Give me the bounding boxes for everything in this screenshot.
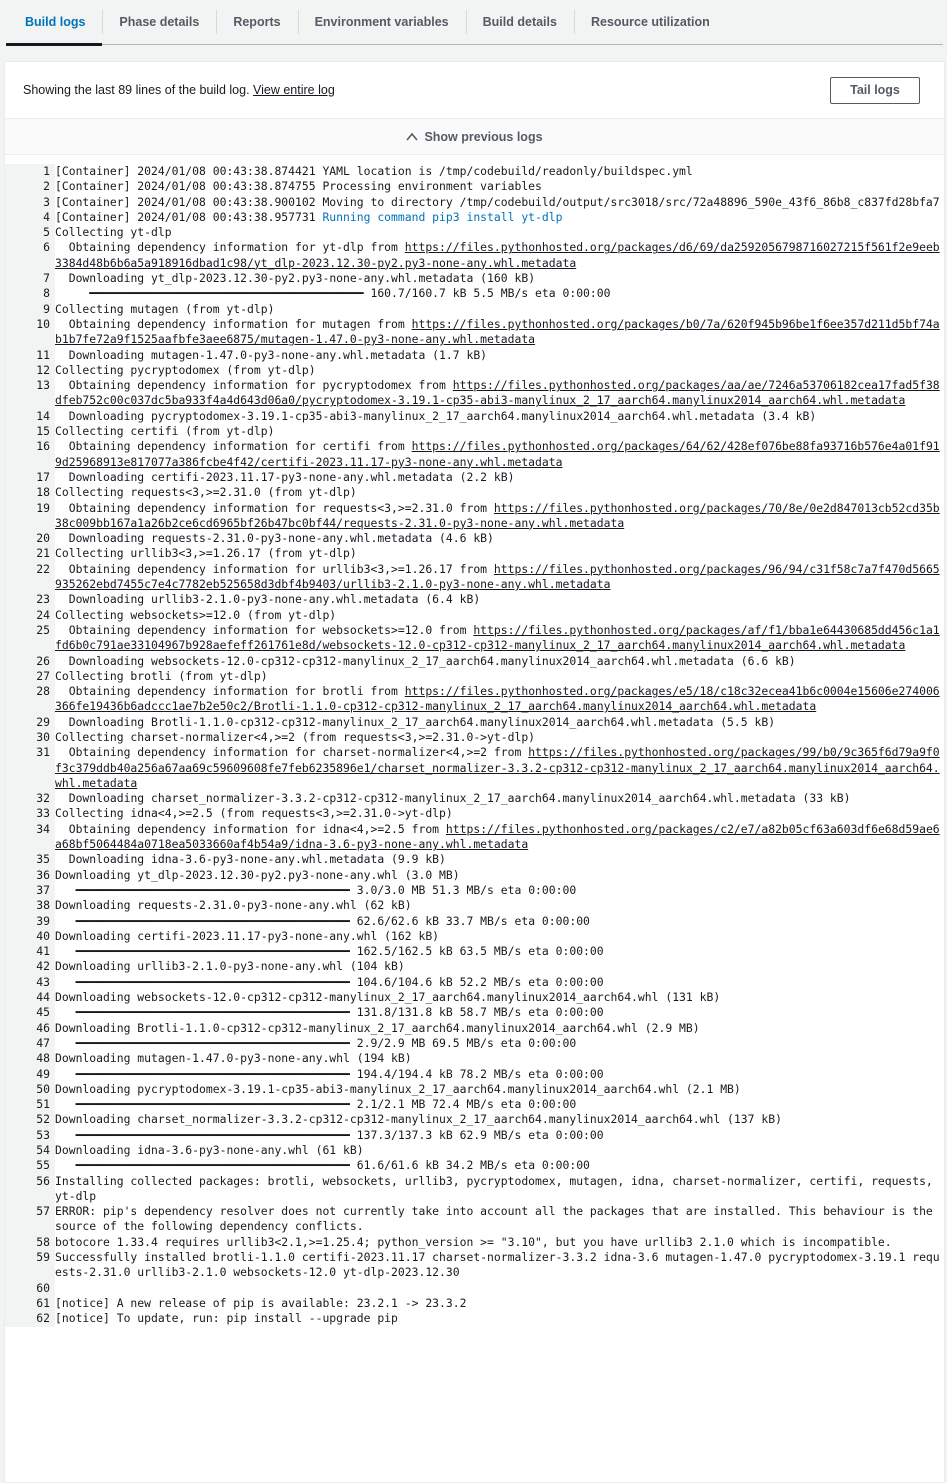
line-number: 56 (5, 1174, 55, 1205)
log-text: Downloading mutagen-1.47.0-py3-none-any.whl (194 kB) (55, 1051, 412, 1066)
log-line (5, 822, 944, 853)
line-text (55, 1250, 944, 1281)
log-text: Downloading Brotli-1.1.0-cp312-cp312-manylinux_2_17_aarch64.manylinux2014_aarch64.whl.metadata (5.5 kB) (55, 714, 776, 729)
log-line (5, 669, 944, 684)
line-number: 48 (5, 1051, 55, 1066)
log-line (5, 546, 944, 561)
package-url-link[interactable]: https://files.pythonhosted.org/packages/e5/18/c18c32ecea41b6c0004e15606e274006366fe19436b6adccc1ae7b2e50c2/Brotli-1.1.0-cp312-cp312-manylinux_2_17_aarch64.manylinux2014_aarch64.whl.metadata (55, 684, 940, 714)
line-number: 36 (5, 868, 55, 883)
log-line (5, 195, 944, 210)
line-text (55, 409, 944, 424)
line-text (55, 562, 944, 593)
log-text: Downloading yt_dlp-2023.12.30-py2.py3-none-any.whl (3.0 MB) (55, 867, 460, 882)
log-info-text: Showing the last 89 lines of the build log. (23, 83, 254, 97)
line-text (55, 546, 944, 561)
line-number: 19 (5, 501, 55, 532)
log-line (5, 409, 944, 424)
line-number: 21 (5, 546, 55, 561)
tab-build-logs[interactable]: Build logs (8, 0, 102, 44)
log-line (5, 592, 944, 607)
line-text (55, 195, 944, 210)
line-number: 61 (5, 1296, 55, 1311)
log-text: [Container] 2024/01/08 00:43:38.874421 YAML location is /tmp/codebuild/readonly/buildspec.yml (55, 164, 693, 178)
log-text: Downloading websockets-12.0-cp312-cp312-manylinux_2_17_aarch64.manylinux2014_aarch64.whl.metadata (6.6 kB) (55, 653, 796, 668)
line-number: 41 (5, 944, 55, 959)
log-text: Downloading requests-2.31.0-py3-none-any.whl (62 kB) (55, 898, 412, 913)
line-number: 5 (5, 225, 55, 240)
log-line (5, 730, 944, 745)
package-url-link[interactable]: https://files.pythonhosted.org/packages/d6/69/da2592056798716027215f561f2e9eeb3384d48b6b6a5a918916dbad1c98/yt_dlp-2023.12.30-py2.py3-none-any.whl.metadata (55, 240, 940, 270)
log-text: ━━━━━━━━━━━━━━━━━━━━━━━━━━━━━━━━━━━━━━━━ 2.9/2.9 MB 69.5 MB/s eta 0:00:00 (55, 1035, 577, 1050)
line-number: 38 (5, 898, 55, 913)
tab-phase-details[interactable]: Phase details (102, 0, 216, 44)
line-text (55, 1158, 944, 1173)
log-text: Collecting mutagen (from yt-dlp) (55, 301, 275, 316)
log-text: ━━━━━━━━━━━━━━━━━━━━━━━━━━━━━━━━━━━━━━━━ 61.6/61.6 kB 34.2 MB/s eta 0:00:00 (55, 1158, 590, 1173)
line-text (55, 1281, 944, 1296)
line-text (55, 1112, 944, 1127)
line-number: 28 (5, 684, 55, 715)
line-number: 11 (5, 348, 55, 363)
log-line (5, 1281, 944, 1296)
build-logs-panel (4, 61, 945, 1483)
log-text: Downloading yt_dlp-2023.12.30-py2.py3-none-any.whl.metadata (160 kB) (55, 271, 536, 286)
log-line (5, 791, 944, 806)
line-number: 45 (5, 1005, 55, 1020)
log-text: [notice] To update, run: pip install --upgrade pip (55, 1311, 398, 1326)
log-text: Obtaining dependency information for urllib3<3,>=1.26.17 from (55, 561, 494, 576)
log-line (5, 1235, 944, 1250)
log-text: ERROR: pip's dependency resolver does not currently take into account all the packages that are installed. This behaviour is the source of the following dependency conflicts. (55, 1204, 940, 1234)
log-text: Obtaining dependency information for brotli from (55, 684, 405, 699)
log-text: Downloading certifi-2023.11.17-py3-none-any.whl.metadata (2.2 kB) (55, 469, 515, 484)
log-text: Downloading Brotli-1.1.0-cp312-cp312-manylinux_2_17_aarch64.manylinux2014_aarch64.whl (2.9 MB) (55, 1020, 700, 1035)
line-number: 50 (5, 1082, 55, 1097)
log-line (5, 883, 944, 898)
log-line (5, 944, 944, 959)
line-text (55, 914, 944, 929)
log-line (5, 975, 944, 990)
log-line (5, 439, 944, 470)
line-text (55, 868, 944, 883)
line-text (55, 730, 944, 745)
log-line (5, 302, 944, 317)
log-line (5, 929, 944, 944)
log-line (5, 1158, 944, 1173)
log-line (5, 1296, 944, 1311)
line-text (55, 1296, 944, 1311)
line-text (55, 883, 944, 898)
line-number: 57 (5, 1204, 55, 1235)
log-line (5, 898, 944, 913)
line-text (55, 1036, 944, 1051)
line-number: 35 (5, 852, 55, 867)
line-number: 52 (5, 1112, 55, 1127)
log-line (5, 164, 944, 179)
log-text: Obtaining dependency information for idna<4,>=2.5 from (55, 821, 446, 836)
line-number: 10 (5, 317, 55, 348)
line-number: 26 (5, 654, 55, 669)
log-line (5, 1097, 944, 1112)
line-text (55, 531, 944, 546)
line-number: 62 (5, 1311, 55, 1326)
line-number: 20 (5, 531, 55, 546)
log-text: Downloading certifi-2023.11.17-py3-none-any.whl (162 kB) (55, 928, 440, 943)
package-url-link[interactable]: https://files.pythonhosted.org/packages/70/8e/0e2d847013cb52cd35b38c009bb167a1a26b2ce6cd6965bf26b47bc0bf44/requests-2.31.0-py3-none-any.whl.metadata (55, 500, 940, 530)
log-text: Successfully installed brotli-1.1.0 certifi-2023.11.17 charset-normalizer-3.3.2 idna-3.6 mutagen-1.47.0 pycryptodomex-3.19.1 requests-2.31.0 urllib3-2.1.0 websockets-12.0 yt-dlp-2023.12.30 (55, 1250, 940, 1280)
log-text: Downloading requests-2.31.0-py3-none-any.whl.metadata (4.6 kB) (55, 531, 494, 546)
log-line (5, 1250, 944, 1281)
log-text: Obtaining dependency information for charset-normalizer<4,>=2 from (55, 745, 529, 760)
log-line (5, 959, 944, 974)
line-text (55, 485, 944, 500)
log-line (5, 1143, 944, 1158)
log-line (5, 745, 944, 791)
log-line (5, 240, 944, 271)
log-line (5, 1021, 944, 1036)
log-text: Collecting requests<3,>=2.31.0 (from yt-dlp) (55, 485, 357, 500)
log-text: Obtaining dependency information for certifi from (55, 439, 412, 454)
line-number: 27 (5, 669, 55, 684)
show-previous-logs-label: Show previous logs (424, 129, 543, 144)
command-text: Running command pip3 install yt-dlp (322, 209, 563, 224)
line-number: 53 (5, 1128, 55, 1143)
log-text: Installing collected packages: brotli, websockets, urllib3, pycryptodomex, mutagen, idna, charset-normalizer, certifi, requests, yt-dlp (55, 1173, 940, 1203)
view-entire-log-link[interactable]: View entire log (253, 83, 335, 97)
package-url-link[interactable]: https://files.pythonhosted.org/packages/af/f1/bba1e64430685dd456c1a1fd6b0c791ae33104967b928aefeff261761e8d/websockets-12.0-cp312-cp312-manylinux_2_17_aarch64.manylinux2014_aarch64.whl.metadata (55, 622, 940, 653)
line-text (55, 424, 944, 439)
line-number: 44 (5, 990, 55, 1005)
line-text (55, 1051, 944, 1066)
log-line (5, 470, 944, 485)
line-text (55, 1235, 944, 1250)
log-text: [Container] 2024/01/08 00:43:38.874755 Processing environment variables (55, 179, 542, 194)
log-line (5, 363, 944, 378)
line-text (55, 715, 944, 730)
line-text (55, 1097, 944, 1112)
line-number: 17 (5, 470, 55, 485)
line-number: 29 (5, 715, 55, 730)
line-text (55, 822, 944, 853)
line-text (55, 959, 944, 974)
line-number: 22 (5, 562, 55, 593)
tab-resource-utilization[interactable]: Resource utilization (574, 0, 727, 44)
log-text: Downloading charset_normalizer-3.3.2-cp312-cp312-manylinux_2_17_aarch64.manylinux2014_aarch64.whl.metadata (33 kB) (55, 791, 851, 806)
line-number: 25 (5, 623, 55, 654)
line-text (55, 1067, 944, 1082)
log-text: ━━━━━━━━━━━━━━━━━━━━━━━━━━━━━━━━━━━━━━━━ 104.6/104.6 kB 52.2 MB/s eta 0:00:00 (55, 974, 604, 989)
log-line (5, 562, 944, 593)
log-text: Obtaining dependency information for websockets>=12.0 from (55, 622, 474, 637)
log-text: Obtaining dependency information for pycryptodomex from (55, 378, 453, 393)
log-line (5, 1311, 944, 1326)
line-text (55, 898, 944, 913)
line-text (55, 470, 944, 485)
log-text: Collecting certifi (from yt-dlp) (55, 424, 275, 439)
line-text (55, 225, 944, 240)
line-text (55, 669, 944, 684)
log-text: ━━━━━━━━━━━━━━━━━━━━━━━━━━━━━━━━━━━━━━━━ 162.5/162.5 kB 63.5 MB/s eta 0:00:00 (55, 944, 604, 959)
log-line (5, 1067, 944, 1082)
line-number: 32 (5, 791, 55, 806)
log-line (5, 179, 944, 194)
line-text (55, 990, 944, 1005)
log-text: Collecting brotli (from yt-dlp) (55, 668, 268, 683)
line-number: 47 (5, 1036, 55, 1051)
line-text (55, 378, 944, 409)
log-line (5, 914, 944, 929)
line-text (55, 210, 944, 225)
line-number: 13 (5, 378, 55, 409)
line-number: 30 (5, 730, 55, 745)
line-text (55, 1082, 944, 1097)
log-line (5, 210, 944, 225)
log-line (5, 378, 944, 409)
line-number: 51 (5, 1097, 55, 1112)
log-info (23, 83, 335, 97)
log-line (5, 684, 944, 715)
line-text (55, 179, 944, 194)
line-text (55, 975, 944, 990)
line-number: 12 (5, 363, 55, 378)
line-number: 40 (5, 929, 55, 944)
package-url-link[interactable]: https://files.pythonhosted.org/packages/b0/7a/620f945b96be1f6ee357d211d5bf74ab1b7fe72a9f1525aafbfe3aee6875/mutagen-1.47.0-py3-none-any.whl.metadata (55, 316, 940, 347)
line-number: 46 (5, 1021, 55, 1036)
log-text: ━━━━━━━━━━━━━━━━━━━━━━━━━━━━━━━━━━━━━━━━ 3.0/3.0 MB 51.3 MB/s eta 0:00:00 (55, 882, 577, 897)
line-number: 24 (5, 608, 55, 623)
tab-build-details[interactable]: Build details (466, 0, 574, 44)
line-number: 7 (5, 271, 55, 286)
line-number: 60 (5, 1281, 55, 1296)
log-text: Downloading urllib3-2.1.0-py3-none-any.whl (104 kB) (55, 959, 405, 974)
line-number: 4 (5, 210, 55, 225)
log-text: ━━━━━━━━━━━━━━━━━━━━━━━━━━━━━━━━━━━━━━━━ 194.4/194.4 kB 78.2 MB/s eta 0:00:00 (55, 1066, 604, 1081)
line-text (55, 439, 944, 470)
line-number: 6 (5, 240, 55, 271)
log-line (5, 1005, 944, 1020)
line-text (55, 271, 944, 286)
log-line (5, 1174, 944, 1205)
tail-logs-button[interactable]: Tail logs (830, 77, 920, 104)
line-text (55, 929, 944, 944)
package-url-link[interactable]: https://files.pythonhosted.org/packages/99/b0/9c365f6d79a9f0f3c379ddb40a256a67aa69c59609608fe7feb6235896e1/charset_normalizer-3.3.2-cp312-cp312-manylinux_2_17_aarch64.manylinux2014_aarch64.whl.metadata (55, 745, 940, 790)
line-number: 9 (5, 302, 55, 317)
line-number: 3 (5, 195, 55, 210)
log-line (5, 348, 944, 363)
line-number: 14 (5, 409, 55, 424)
log-text: ━━━━━━━━━━━━━━━━━━━━━━━━━━━━━━━━━━━━━━━━ 137.3/137.3 kB 62.9 MB/s eta 0:00:00 (55, 1127, 604, 1142)
show-previous-logs-button[interactable] (5, 118, 944, 155)
line-text (55, 1005, 944, 1020)
log-text: Collecting idna<4,>=2.5 (from requests<3,>=2.31.0->yt-dlp) (55, 806, 453, 821)
log-line (5, 225, 944, 240)
package-url-link[interactable]: https://files.pythonhosted.org/packages/96/94/c31f58c7a7f470d5665935262ebd7455c7e4c7782eb525658d3dbf4b9403/urllib3-2.1.0-py3-none-any.whl.metadata (55, 561, 940, 592)
log-line (5, 868, 944, 883)
log-text: Downloading pycryptodomex-3.19.1-cp35-abi3-manylinux_2_17_aarch64.manylinux2014_aarch64.whl.metadata (3.4 kB) (55, 408, 817, 423)
log-line (5, 1051, 944, 1066)
line-text (55, 944, 944, 959)
line-text (55, 1174, 944, 1205)
line-text (55, 286, 944, 301)
line-text (55, 684, 944, 715)
line-text (55, 791, 944, 806)
log-text: Downloading charset_normalizer-3.3.2-cp312-cp312-manylinux_2_17_aarch64.manylinux2014_aarch64.whl (137 kB) (55, 1112, 782, 1127)
line-number: 59 (5, 1250, 55, 1281)
line-text (55, 363, 944, 378)
log-text: Collecting pycryptodomex (from yt-dlp) (55, 362, 316, 377)
log-header (5, 62, 944, 118)
line-text (55, 623, 944, 654)
line-text (55, 852, 944, 867)
package-url-link[interactable]: https://files.pythonhosted.org/packages/64/62/428ef076be88fa93716b576e4a01f919d25968913e817077a386fcbe4f42/certifi-2023.11.17-py3-none-any.whl.metadata (55, 439, 940, 469)
log-line (5, 1082, 944, 1097)
log-line (5, 1036, 944, 1051)
log-text: Obtaining dependency information for requests<3,>=2.31.0 from (55, 500, 494, 515)
chevron-up-icon (406, 132, 418, 142)
line-number: 43 (5, 975, 55, 990)
log-line (5, 286, 944, 301)
line-text (55, 164, 944, 179)
line-number: 2 (5, 179, 55, 194)
log-output (5, 164, 944, 1327)
package-url-link[interactable]: https://files.pythonhosted.org/packages/aa/ae/7246a53706182cea17fad5f38dfeb752c00c037dc5ba933f4a4d643d06a0/pycryptodomex-3.19.1-cp35-abi3-manylinux_2_17_aarch64.manylinux2014_aarch64.whl.metadata (55, 378, 940, 408)
log-line (5, 531, 944, 546)
line-number: 1 (5, 164, 55, 179)
log-line (5, 608, 944, 623)
log-text: ━━━━━━━━━━━━━━━━━━━━━━━━━━━━━━━━━━━━━━━━ 131.8/131.8 kB 58.7 MB/s eta 0:00:00 (55, 1005, 604, 1020)
log-line (5, 654, 944, 669)
line-number: 34 (5, 822, 55, 853)
log-line (5, 715, 944, 730)
line-text (55, 1311, 944, 1326)
log-text: ━━━━━━━━━━━━━━━━━━━━━━━━━━━━━━━━━━━━━━━━ 2.1/2.1 MB 72.4 MB/s eta 0:00:00 (55, 1097, 577, 1112)
log-line (5, 1204, 944, 1235)
log-text: [notice] A new release of pip is available: 23.2.1 -> 23.3.2 (55, 1295, 467, 1310)
tab-environment-variables[interactable]: Environment variables (298, 0, 466, 44)
line-number: 39 (5, 914, 55, 929)
line-number: 37 (5, 883, 55, 898)
log-text: Collecting charset-normalizer<4,>=2 (from requests<3,>=2.31.0->yt-dlp) (55, 729, 536, 744)
line-text (55, 240, 944, 271)
log-text: [Container] 2024/01/08 00:43:38.900102 Moving to directory /tmp/codebuild/output/src3018/src/72a48896_590e_43f6_86b8_c837fd28bfa7 (55, 194, 940, 209)
line-number: 31 (5, 745, 55, 791)
package-url-link[interactable]: https://files.pythonhosted.org/packages/c2/e7/a82b05cf63a603df6e68d59ae6a68bf5064484a0718ea5033660af4b54a9/idna-3.6-py3-none-any.whl.metadata (55, 821, 940, 852)
line-text (55, 1143, 944, 1158)
log-line (5, 501, 944, 532)
log-line (5, 1128, 944, 1143)
log-text: Downloading urllib3-2.1.0-py3-none-any.whl.metadata (6.4 kB) (55, 592, 481, 607)
line-text (55, 1128, 944, 1143)
line-number: 15 (5, 424, 55, 439)
log-text: Collecting yt-dlp (55, 225, 172, 240)
log-text: Downloading idna-3.6-py3-none-any.whl.metadata (9.9 kB) (55, 852, 446, 867)
log-text: ━━━━━━━━━━━━━━━━━━━━━━━━━━━━━━━━━━━━━━━━ 160.7/160.7 kB 5.5 MB/s eta 0:00:00 (55, 286, 611, 301)
line-number: 8 (5, 286, 55, 301)
log-text: Downloading mutagen-1.47.0-py3-none-any.whl.metadata (1.7 kB) (55, 347, 488, 362)
line-number: 49 (5, 1067, 55, 1082)
log-text: Collecting websockets>=12.0 (from yt-dlp) (55, 607, 337, 622)
line-text (55, 592, 944, 607)
log-text: Collecting urllib3<3,>=1.26.17 (from yt-dlp) (55, 546, 357, 561)
log-line (5, 271, 944, 286)
log-text: [Container] 2024/01/08 00:43:38.957731 (55, 209, 323, 224)
log-text: Obtaining dependency information for yt-dlp from (55, 240, 405, 255)
line-text (55, 1021, 944, 1036)
line-text (55, 501, 944, 532)
line-text (55, 654, 944, 669)
log-line (5, 317, 944, 348)
log-line (5, 485, 944, 500)
log-line (5, 424, 944, 439)
line-number: 54 (5, 1143, 55, 1158)
log-line (5, 852, 944, 867)
log-line (5, 1112, 944, 1127)
line-text (55, 745, 944, 791)
log-text: Obtaining dependency information for mutagen from (55, 316, 412, 331)
line-number: 55 (5, 1158, 55, 1173)
line-number: 42 (5, 959, 55, 974)
log-text: botocore 1.33.4 requires urllib3<2.1,>=1.25.4; python_version >= "3.10", but you have urllib3 2.1.0 which is incompatible. (55, 1234, 892, 1249)
log-line (5, 990, 944, 1005)
line-number: 16 (5, 439, 55, 470)
line-text (55, 348, 944, 363)
log-line (5, 806, 944, 821)
tab-bar (0, 0, 947, 46)
log-text: Downloading pycryptodomex-3.19.1-cp35-abi3-manylinux_2_17_aarch64.manylinux2014_aarch64.whl (2.1 MB) (55, 1081, 741, 1096)
line-text (55, 302, 944, 317)
log-line (5, 623, 944, 654)
line-text (55, 1204, 944, 1235)
log-text: Downloading idna-3.6-py3-none-any.whl (61 kB) (55, 1143, 364, 1157)
line-number: 58 (5, 1235, 55, 1250)
tab-reports[interactable]: Reports (216, 0, 297, 44)
line-text (55, 317, 944, 348)
line-text (55, 608, 944, 623)
log-text: Downloading websockets-12.0-cp312-cp312-manylinux_2_17_aarch64.manylinux2014_aarch64.whl (131 kB) (55, 990, 721, 1005)
line-number: 23 (5, 592, 55, 607)
line-text (55, 806, 944, 821)
line-number: 33 (5, 806, 55, 821)
log-text: ━━━━━━━━━━━━━━━━━━━━━━━━━━━━━━━━━━━━━━━━ 62.6/62.6 kB 33.7 MB/s eta 0:00:00 (55, 913, 590, 928)
line-number: 18 (5, 485, 55, 500)
